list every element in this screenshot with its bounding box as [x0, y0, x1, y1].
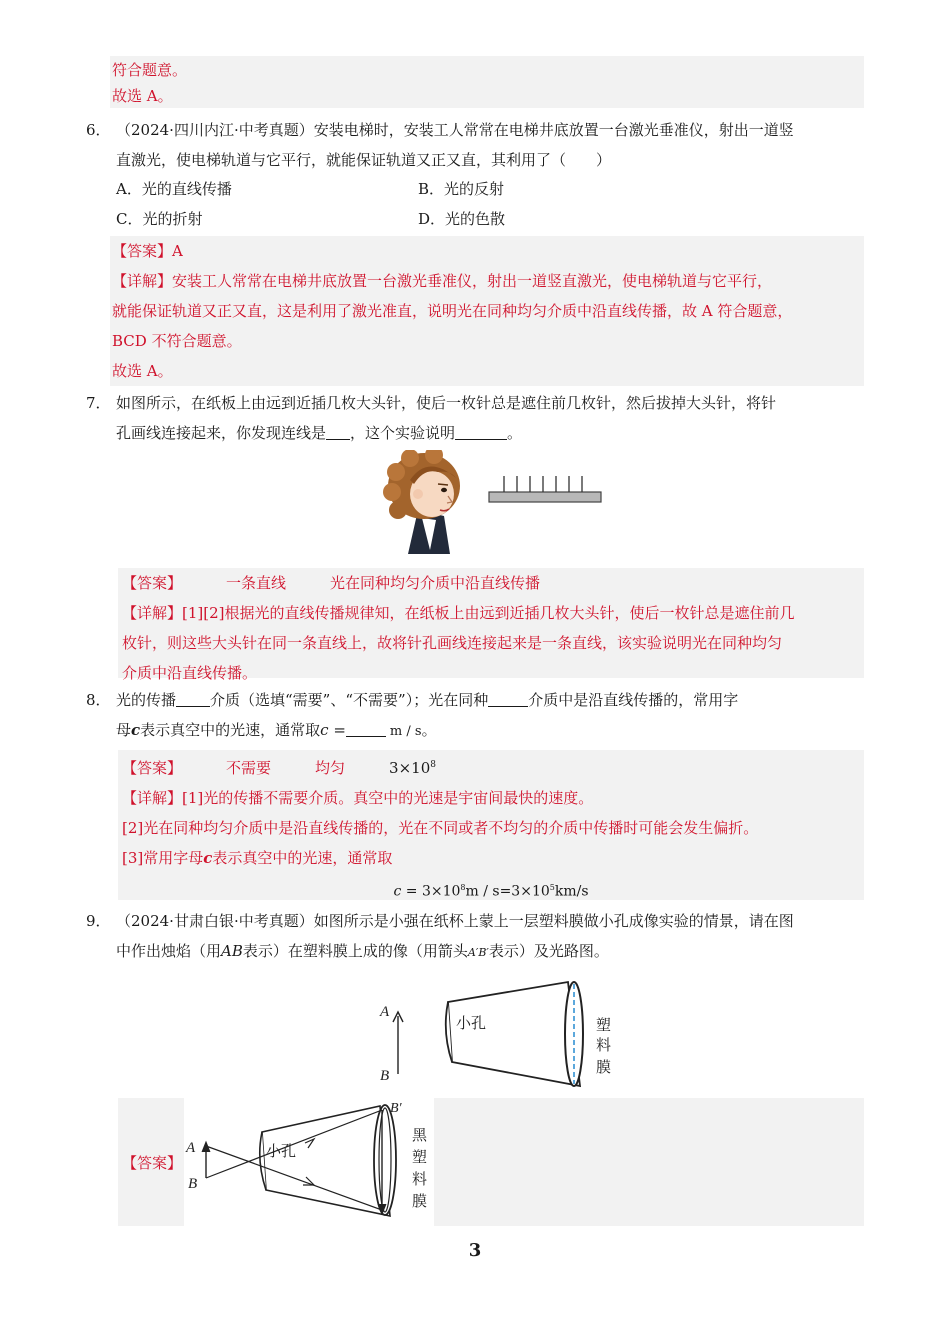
question-8-answer-3-base: 3×10 [389, 759, 431, 777]
question-6-line-1: （2024·四川内江·中考真题）安装电梯时，安装工人常常在电梯井底放置一台激光垂准仪，射出一道竖 [116, 121, 794, 139]
question-9-line-2-part-c: 表示）及光路图。 [488, 942, 609, 960]
answer-label: 【答案】 [112, 242, 173, 260]
figure-hole-label: 小孔 [456, 1014, 487, 1032]
question-8-blank-3 [346, 718, 386, 737]
question-7-blank-2 [455, 421, 507, 440]
question-8-answer-1: 不需要 [226, 759, 272, 777]
question-6-option-c: C．光的折射 [116, 210, 203, 228]
question-7-answer-1: 一条直线 [226, 574, 287, 592]
question-9-line-2-part-b: 表示）在塑料膜上成的像（用箭头 [242, 942, 468, 960]
person-illustration [383, 450, 460, 554]
question-7-blank-1 [326, 421, 350, 440]
question-8 [86, 685, 866, 747]
question-9-answer-block [118, 1098, 864, 1226]
question-7-figure [378, 450, 608, 560]
question-6-answer-value: A [172, 242, 183, 260]
question-6-option-b: B．光的反射 [418, 180, 505, 198]
question-8-formula [120, 873, 862, 907]
question-8-equation: c = [320, 721, 346, 739]
question-8-detail-line-3-part-b: 表示真空中的光速，通常取 [212, 849, 393, 867]
question-8-answer-3 [389, 759, 436, 777]
question-6-number: 6． [86, 121, 111, 139]
answer-figure-film-label-3: 料 [412, 1170, 428, 1188]
figure-label-a: A [380, 1004, 390, 1020]
answer-label: 【答案】 [122, 759, 183, 777]
question-8-line-2-part-a: 母 [116, 721, 132, 739]
question-9-line-2-part-a: 中作出烛焰（用 [116, 942, 222, 960]
formula-symbol-c: c [393, 883, 402, 900]
question-8-line-1-part-b: 介质（选填“需要”、“不需要”）；光在同种 [210, 691, 489, 709]
question-6-answer-block [110, 236, 864, 386]
question-7-line-2-end: 。 [507, 424, 523, 442]
question-8-line-2-end: 。 [421, 721, 437, 739]
formula-part-3: km/s [554, 883, 589, 900]
answer-label: 【答案】 [122, 1154, 183, 1172]
answer-figure-label-b-prime: B′ [390, 1101, 402, 1116]
question-8-detail-line-1: [1]光的传播不需要介质。真空中的光速是宇宙间最快的速度。 [182, 789, 594, 807]
question-7-answer-2: 光在同种均匀介质中沿直线传播 [330, 574, 541, 592]
question-8-line-1-part-c: 介质中是沿直线传播的，常用字 [528, 691, 739, 709]
question-8-detail-line-3-part-a: [3]常用字母 [122, 849, 204, 867]
candle-arrow [393, 1012, 403, 1074]
question-7-line-2-part-b: ，这个实验说明 [350, 424, 456, 442]
figure-film-label-3: 膜 [596, 1058, 612, 1076]
question-8-blank-2 [488, 688, 528, 707]
question-8-number: 8． [86, 691, 111, 709]
question-9-answer-figure [184, 1098, 434, 1226]
page-number: 3 [468, 1240, 482, 1261]
detail-label: 【详解】 [112, 272, 173, 290]
question-7-detail-line-1: [1][2]根据光的直线传播规律知，在纸板上由远到近插几枚大头针，使后一枚针总是遮住前几 [182, 604, 795, 622]
figure-film-label-2: 料 [596, 1036, 612, 1054]
formula-exponent-1: 8 [460, 883, 466, 892]
question-8-unit: m / s [389, 724, 422, 739]
question-8-detail-symbol-c: c [203, 849, 213, 867]
question-6-detail-line-1: 安装工人常常在电梯井底放置一台激光垂准仪，射出一道竖直激光，使电梯轨道与它平行， [172, 272, 773, 290]
question-7-line-2-part-a: 孔画线连接起来，你发现连线是 [116, 424, 327, 442]
question-9-symbol-ab: AB [221, 942, 243, 960]
question-7-detail-line-2: 枚针，则这些大头针在同一条直线上，故将针孔画线连接起来是一条直线，该实验说明光在同种均匀 [122, 634, 783, 652]
question-7-detail-line-3: 介质中沿直线传播。 [122, 664, 258, 682]
formula-part-1: = 3×10 [405, 883, 461, 900]
question-8-symbol-c: c [131, 721, 141, 739]
question-6-detail-line-4: 故选 A。 [112, 362, 173, 380]
figure-film-label-1: 塑 [596, 1016, 612, 1034]
pin-board [489, 476, 601, 502]
detail-label: 【详解】 [122, 604, 183, 622]
figure-label-b: B [380, 1068, 390, 1084]
question-9-symbol-ab-prime: A′B′ [467, 946, 489, 959]
question-9 [86, 906, 866, 968]
detail-label: 【详解】 [122, 789, 183, 807]
question-6-detail-line-3: BCD 不符合题意。 [112, 332, 242, 350]
question-9-line-1: （2024·甘肃白银·中考真题）如图所示是小强在纸杯上蒙上一层塑料膜做小孔成像实验的情景，请在图 [116, 912, 794, 930]
answer-label: 【答案】 [122, 574, 183, 592]
question-7-number: 7． [86, 394, 111, 412]
question-8-answer-block [118, 750, 864, 900]
question-8-answer-2: 均匀 [315, 759, 346, 777]
question-6-option-a: A．光的直线传播 [116, 180, 232, 198]
answer-figure-hole-label: 小孔 [266, 1142, 297, 1160]
formula-part-2: m / s=3×10 [465, 883, 550, 900]
question-7 [86, 388, 866, 448]
previous-answer-line-1: 符合题意。 [112, 61, 188, 79]
paper-cup [446, 982, 583, 1086]
question-6-detail-line-2: 就能保证轨道又正又直，这是利用了激光准直，说明光在同种均匀介质中沿直线传播，故 A 符合题意， [112, 302, 793, 320]
question-8-line-1-part-a: 光的传播 [116, 691, 177, 709]
answer-figure-label-b: B [188, 1176, 198, 1192]
answer-figure-film-label-4: 膜 [412, 1192, 428, 1210]
formula-exponent-2: 5 [549, 883, 555, 892]
question-9-number: 9． [86, 912, 111, 930]
question-7-answer-block [118, 568, 864, 682]
answer-figure-film-label-1: 黑 [412, 1126, 428, 1144]
question-6-option-d: D．光的色散 [418, 210, 506, 228]
question-9-figure [370, 978, 630, 1090]
answer-figure-label-a: A [186, 1140, 196, 1156]
question-8-blank-1 [176, 688, 210, 707]
previous-answer-line-2: 故选 A。 [112, 87, 173, 105]
previous-answer-block [110, 56, 864, 108]
answer-figure-film-label-2: 塑 [412, 1148, 428, 1166]
question-8-answer-3-exponent: 8 [430, 760, 436, 770]
question-7-line-1: 如图所示，在纸板上由远到近插几枚大头针，使后一枚针总是遮住前几枚针，然后拔掉大头针，将针 [116, 394, 777, 412]
question-8-line-2-part-b: 表示真空中的光速，通常取 [140, 721, 321, 739]
question-6 [86, 115, 866, 175]
question-6-line-2: 直激光，使电梯轨道与它平行，就能保证轨道又正又直，其利用了（ ） [116, 151, 612, 169]
question-8-detail-line-2: [2]光在同种均匀介质中是沿直线传播的，光在不同或者不均匀的介质中传播时可能会发生偏折。 [122, 819, 759, 837]
